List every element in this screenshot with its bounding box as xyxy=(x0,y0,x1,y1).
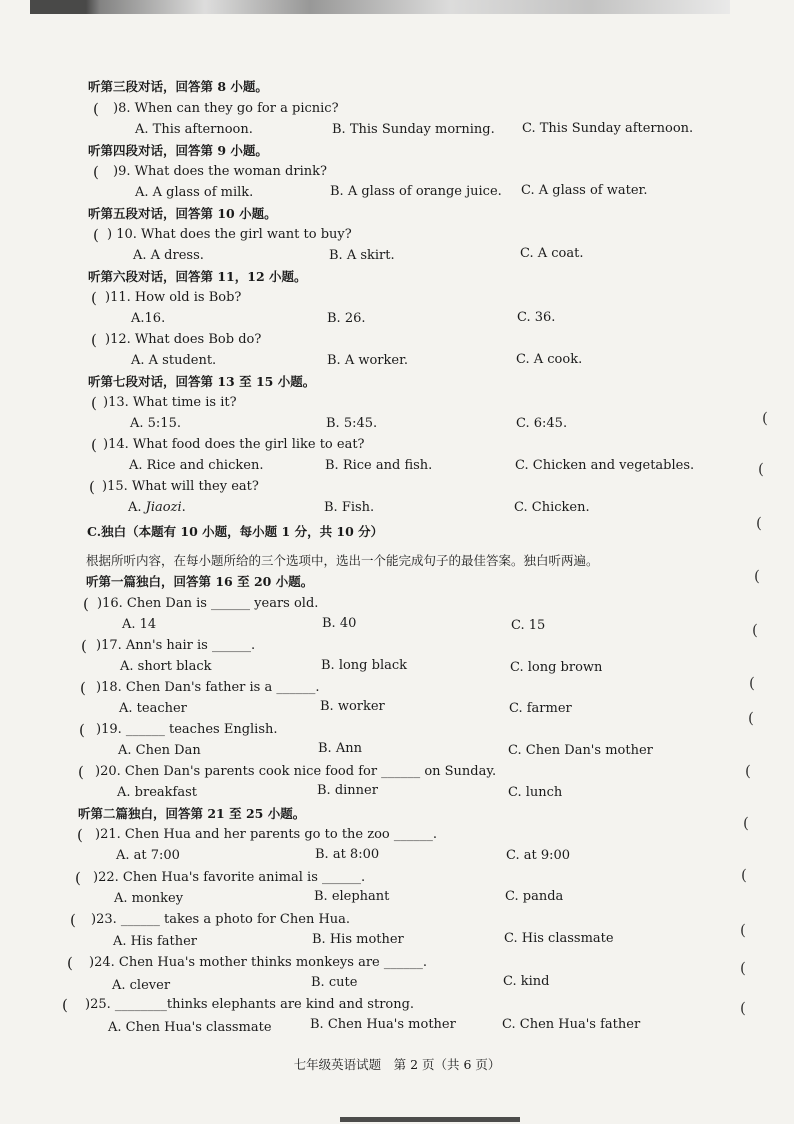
question-23: )23. ______ takes a photo for Chen Hua. xyxy=(91,912,351,927)
option-c: C. Chicken and vegetables. xyxy=(515,458,695,473)
question-14: )14. What food does the girl like to eat? xyxy=(103,437,365,452)
option-c: C. farmer xyxy=(509,701,572,716)
question-24: )24. Chen Hua's mother thinks monkeys are ______. xyxy=(89,955,427,970)
option-a: A. Chen Hua's classmate xyxy=(108,1020,272,1035)
answer-paren: ( xyxy=(91,331,97,349)
option-b: B. Rice and fish. xyxy=(325,458,433,473)
option-a: A. clever xyxy=(112,978,171,993)
option-b: B. 26. xyxy=(327,311,366,326)
edge-paren: ( xyxy=(758,460,764,478)
option-b: B. elephant xyxy=(314,889,390,904)
option-c: C. This Sunday afternoon. xyxy=(522,121,694,136)
option-a: A. 14 xyxy=(122,617,157,632)
answer-paren: ( xyxy=(70,911,76,929)
option-a: A. A student. xyxy=(131,353,217,368)
option-a: A. 5:15. xyxy=(130,416,181,431)
option-b: B. cute xyxy=(311,975,358,990)
option-a: A. at 7:00 xyxy=(116,848,180,863)
answer-paren: ( xyxy=(93,163,99,181)
question-20: )20. Chen Dan's parents cook nice food for ______ on Sunday. xyxy=(95,764,497,779)
edge-paren: ( xyxy=(741,866,747,884)
option-b: B. dinner xyxy=(317,783,378,798)
edge-paren: ( xyxy=(749,674,755,692)
edge-paren: ( xyxy=(743,814,749,832)
question-21: )21. Chen Hua and her parents go to the zoo ______. xyxy=(95,827,438,842)
option-c: C. panda xyxy=(505,889,564,904)
question-18: )18. Chen Dan's father is a ______. xyxy=(96,680,320,695)
edge-paren: ( xyxy=(745,762,751,780)
question-15: )15. What will they eat? xyxy=(102,479,259,494)
option-c: C. at 9:00 xyxy=(506,848,571,863)
question-17: )17. Ann's hair is ______. xyxy=(96,638,256,653)
option-a: A. short black xyxy=(120,659,212,674)
edge-paren: ( xyxy=(740,959,746,977)
question-13: )13. What time is it? xyxy=(103,395,237,410)
answer-paren: ( xyxy=(93,226,99,244)
option-a: A. Rice and chicken. xyxy=(129,458,264,473)
option-c: C. Chicken. xyxy=(514,500,590,515)
edge-paren: ( xyxy=(752,621,758,639)
question-22: )22. Chen Hua's favorite animal is ______. xyxy=(93,870,366,885)
section-heading: 听第四段对话，回答第 9 小题。 xyxy=(88,143,268,158)
option-c: C. lunch xyxy=(508,785,563,800)
option-a: A. A dress. xyxy=(133,248,204,263)
question-8: )8. When can they go for a picnic? xyxy=(113,101,339,116)
answer-paren: ( xyxy=(83,595,89,613)
edge-paren: ( xyxy=(756,514,762,532)
answer-paren: ( xyxy=(67,954,73,972)
option-c: C. kind xyxy=(503,974,550,989)
answer-paren: ( xyxy=(62,996,68,1014)
option-a: A. Chen Dan xyxy=(118,743,201,758)
answer-paren: ( xyxy=(79,721,85,739)
option-b: B. A skirt. xyxy=(329,248,395,263)
option-a: A. This afternoon. xyxy=(135,122,253,137)
option-c: C. A glass of water. xyxy=(521,183,648,198)
edge-paren: ( xyxy=(762,409,768,427)
option-c: C. A coat. xyxy=(520,246,584,261)
edge-paren: ( xyxy=(748,709,754,727)
question-19: )19. ______ teaches English. xyxy=(96,722,278,737)
option-c: C. 6:45. xyxy=(516,416,568,431)
option-a: A.16. xyxy=(131,311,166,326)
option-b: B. Ann xyxy=(318,741,362,756)
answer-paren: ( xyxy=(91,394,97,412)
answer-paren: ( xyxy=(78,763,84,781)
option-a: A. teacher xyxy=(119,701,187,716)
option-b: B. This Sunday morning. xyxy=(332,122,495,137)
edge-paren: ( xyxy=(740,921,746,939)
option-c: C. Chen Hua's father xyxy=(502,1017,641,1032)
question-9: )9. What does the woman drink? xyxy=(113,164,327,179)
option-a: A. Jiaozi. xyxy=(128,500,186,515)
answer-paren: ( xyxy=(93,100,99,118)
option-a: A. A glass of milk. xyxy=(135,185,254,200)
section-heading: 听第三段对话，回答第 8 小题。 xyxy=(88,79,268,94)
section-heading: 听第二篇独白，回答第 21 至 25 小题。 xyxy=(78,806,306,821)
edge-paren: ( xyxy=(740,999,746,1017)
option-c: C. Chen Dan's mother xyxy=(508,743,653,758)
option-b: B. His mother xyxy=(312,932,404,947)
section-heading: 听第七段对话，回答第 13 至 15 小题。 xyxy=(88,374,316,389)
question-16: )16. Chen Dan is ______ years old. xyxy=(97,596,319,611)
question-25: )25. ________thinks elephants are kind and strong. xyxy=(85,997,415,1012)
option-b: B. A glass of orange juice. xyxy=(330,184,502,199)
option-a: A. breakfast xyxy=(117,785,197,800)
option-b: B. 5:45. xyxy=(326,416,378,431)
option-b: B. A worker. xyxy=(327,353,408,368)
answer-paren: ( xyxy=(91,436,97,454)
section-heading: 听第一篇独白，回答第 16 至 20 小题。 xyxy=(86,574,314,589)
answer-paren: ( xyxy=(80,679,86,697)
page-footer: 七年级英语试题 第 2 页（共 6 页） xyxy=(293,1057,501,1072)
question-10: ) 10. What does the girl want to buy? xyxy=(107,227,352,242)
scan-edge-shadow xyxy=(340,1117,520,1122)
answer-paren: ( xyxy=(91,289,97,307)
option-c: C. 36. xyxy=(517,310,556,325)
option-b: B. Fish. xyxy=(324,500,375,515)
answer-paren: ( xyxy=(89,478,95,496)
option-b: B. at 8:00 xyxy=(315,847,380,862)
part-heading: C.独白（本题有 10 小题，每小题 1 分，共 10 分） xyxy=(87,524,384,539)
instructions: 根据所听内容，在每小题所给的三个选项中，选出一个能完成句子的最佳答案。独白听两遍。 xyxy=(86,553,599,568)
option-b: B. 40 xyxy=(322,616,357,631)
option-a: A. His father xyxy=(113,934,198,949)
answer-paren: ( xyxy=(77,826,83,844)
option-c: C. A cook. xyxy=(516,352,583,367)
option-c: C. 15 xyxy=(511,618,546,633)
option-c: C. His classmate xyxy=(504,931,614,946)
scan-edge-shadow xyxy=(30,0,730,14)
answer-paren: ( xyxy=(81,637,87,655)
section-heading: 听第六段对话，回答第 11，12 小题。 xyxy=(88,269,307,284)
option-b: B. worker xyxy=(320,699,385,714)
question-11: )11. How old is Bob? xyxy=(105,290,242,305)
answer-paren: ( xyxy=(75,869,81,887)
question-12: )12. What does Bob do? xyxy=(105,332,262,347)
edge-paren: ( xyxy=(754,567,760,585)
section-heading: 听第五段对话，回答第 10 小题。 xyxy=(88,206,277,221)
option-b: B. long black xyxy=(321,658,408,673)
option-b: B. Chen Hua's mother xyxy=(310,1017,456,1032)
option-c: C. long brown xyxy=(510,660,603,675)
option-a: A. monkey xyxy=(114,891,184,906)
